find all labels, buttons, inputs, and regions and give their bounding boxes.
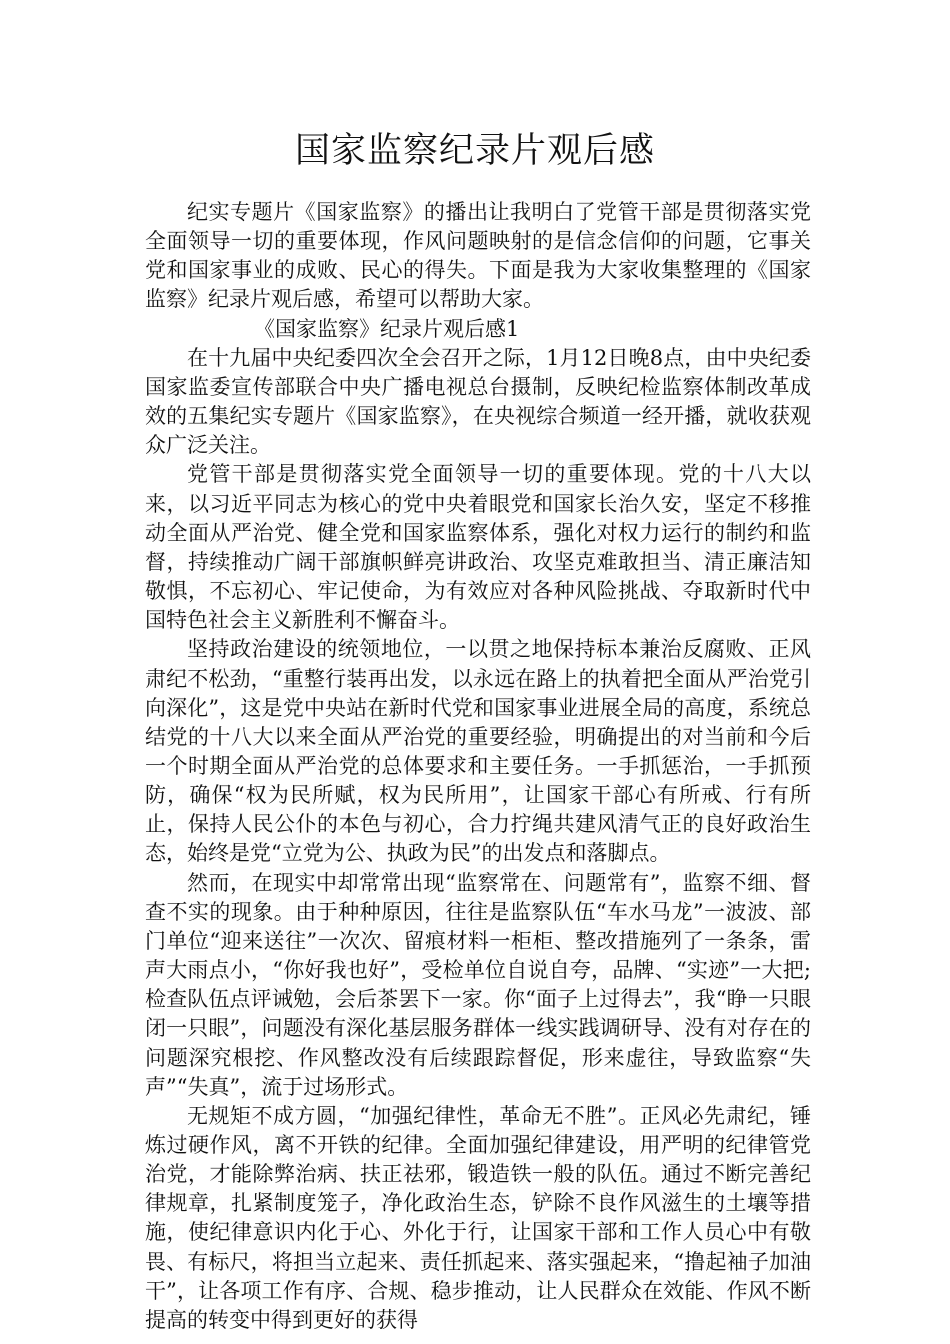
body-paragraph-5: 无规矩不成方圆，“加强纪律性，革命无不胜”。正风必先肃纪，锤炼过硬作风，离不开铁的纪律。全面加强纪律建设，用严明的纪律管党治党，才能除弊治病、扶正祛邪，锻造铁一般的队伍。通过不断完善纪律规章，扎紧制度笼子，净化政治生态，铲除不良作风滋生的土壤等措施，使纪律意识内化于心、外化于行，让国家干部和工作人员心中有敬畏、有标尺，将担当立起来、责任抓起来、落实强起来，“撸起袖子加油干”，让各项工作有序、合规、稳步推动，让人民群众在效能、作风不断提高的转变中得到更好的获得	[145, 1103, 811, 1332]
section-title: 《国家监察》纪录片观后感1	[254, 316, 520, 341]
body-paragraph-1: 在十九届中央纪委四次全会召开之际，1月12日晚8点，由中央纪委国家监委宣传部联合中央广播电视总台摄制，反映纪检监察体制改革成效的五集纪实专题片《国家监察》，在央视综合频道一经开播，就收获观众广泛关注。	[145, 345, 811, 458]
document-title: 国家监察纪录片观后感	[294, 131, 655, 171]
intro-paragraph: 纪实专题片《国家监察》的播出让我明白了党管干部是贯彻落实党全面领导一切的重要体现，作风问题映射的是信念信仰的问题，它事关党和国家事业的成败、民心的得失。下面是我为大家收集整理的《国家监察》纪录片观后感，希望可以帮助大家。	[145, 200, 811, 312]
body-paragraph-3: 坚持政治建设的统领地位，一以贯之地保持标本兼治反腐败、正风肃纪不松劲，“重整行装再出发，以永远在路上的执着把全面从严治党引向深化”，这是党中央站在新时代党和国家事业进展全局的高度，系统总结党的十八大以来全面从严治党的重要经验，明确提出的对当前和今后一个时期全面从严治党的总体要求和主要任务。一手抓惩治，一手抓预防，确保“权为民所赋，权为民所用”，让国家干部心有所戒、行有所止，保持人民公仆的本色与初心，合力拧绳共建风清气正的良好政治生态，始终是党“立党为公、执政为民”的出发点和落脚点。	[145, 637, 811, 866]
body-paragraph-2: 党管干部是贯彻落实党全面领导一切的重要体现。党的十八大以来，以习近平同志为核心的党中央着眼党和国家长治久安，坚定不移推动全面从严治党、健全党和国家监察体系，强化对权力运行的制约和监督，持续推动广阔干部旗帜鲜亮讲政治、攻坚克难敢担当、清正廉洁知敬惧，不忘初心、牢记使命，为有效应对各种风险挑战、夺取新时代中国特色社会主义新胜利不懈奋斗。	[145, 462, 811, 633]
document-body	[145, 198, 811, 1335]
body-paragraph-4: 然而，在现实中却常常出现“监察常在、问题常有”，监察不细、督查不实的现象。由于种种原因，往往是监察队伍“车水马龙”一波波、部门单位“迎来送往”一次次、留痕材料一柜柜、整改措施列了一条条，雷声大雨点小，“你好我也好”，受检单位自说自夸，品牌、“实迹”一大把;检查队伍点评诫勉，会后茶罢下一家。你“面子上过得去”，我“睁一只眼闭一只眼”，问题没有深化基层服务群体一线实践调研导、没有对存在的问题深究根挖、作风整改没有后续跟踪督促，形来虚往，导致监察“失声”“失真”，流于过场形式。	[145, 870, 811, 1099]
